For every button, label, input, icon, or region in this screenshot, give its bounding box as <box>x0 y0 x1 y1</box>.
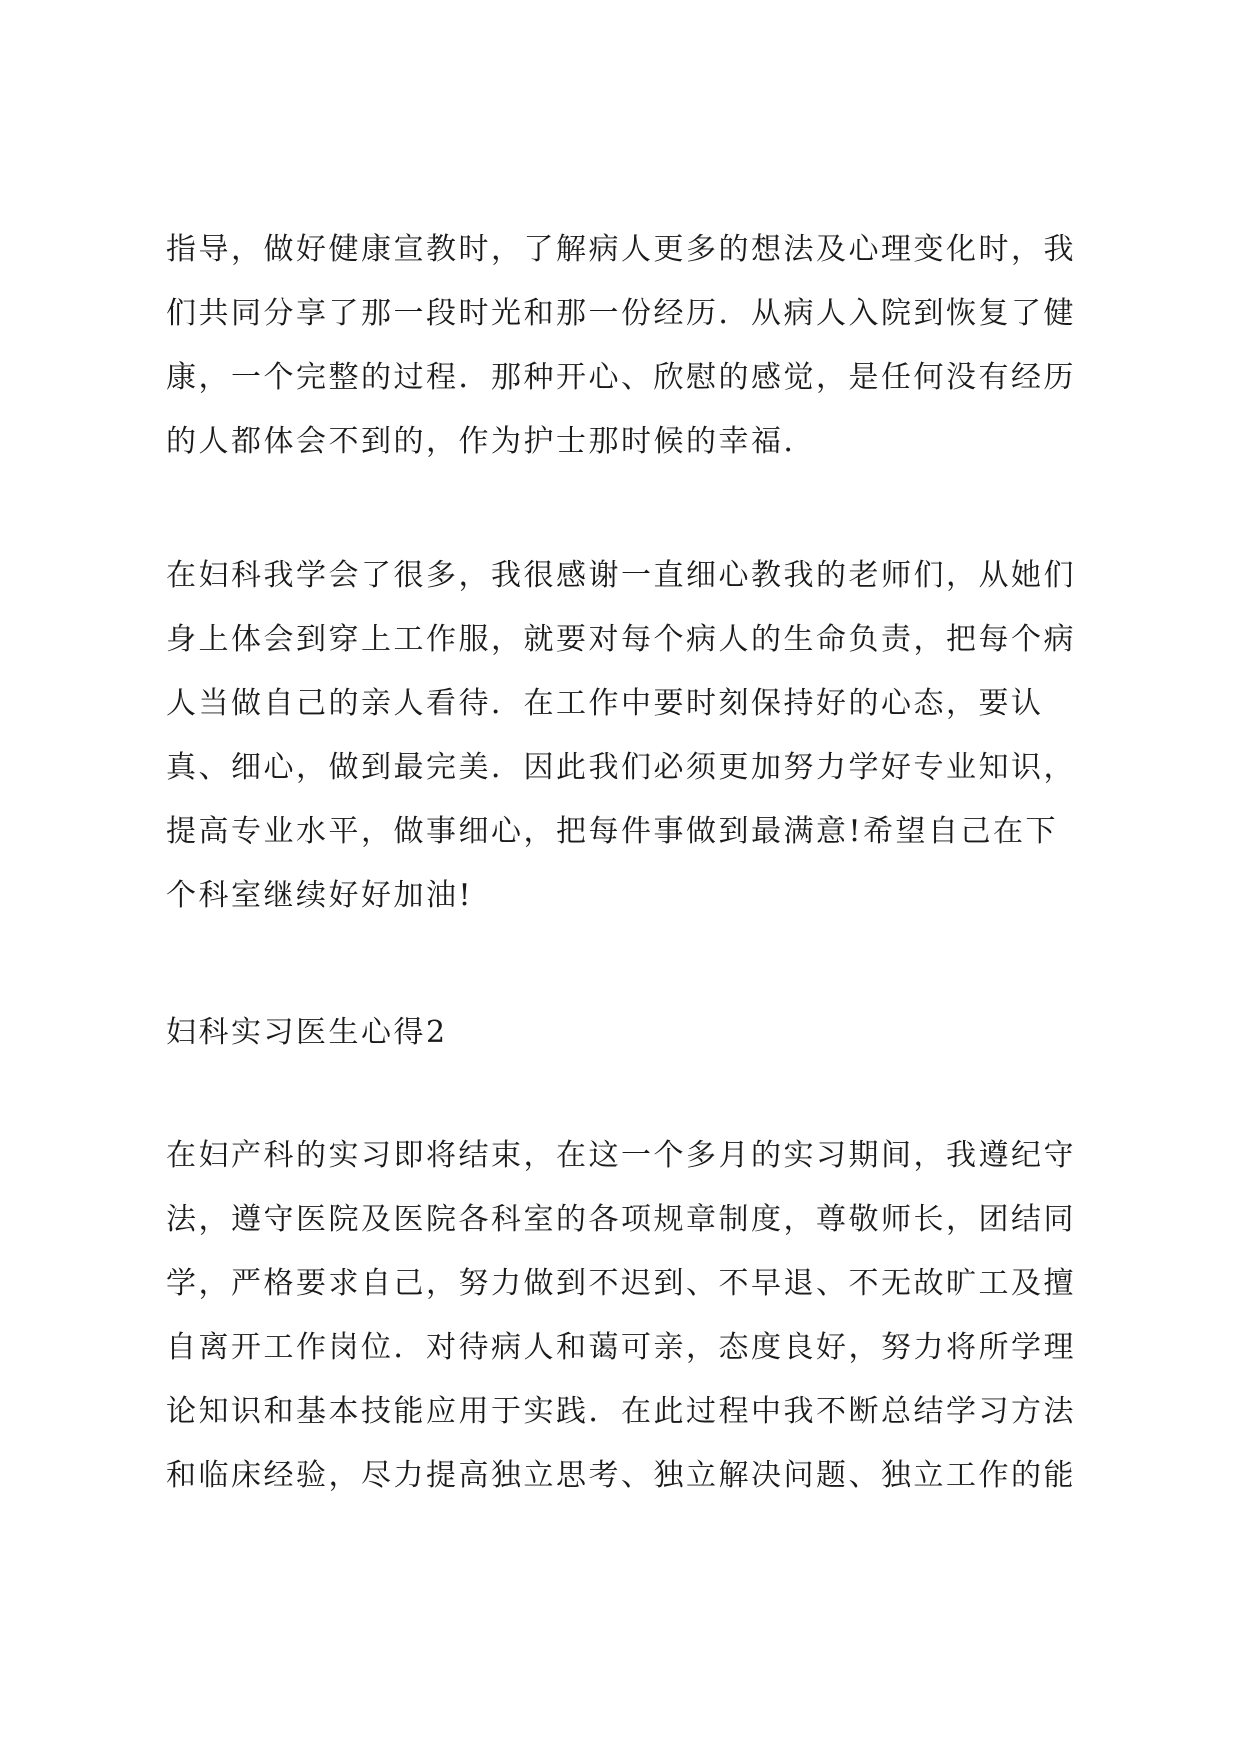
paragraph-1-line: 康，一个完整的过程．那种开心、欣慰的感觉，是任何没有经历 <box>166 360 1076 395</box>
paragraph-3-line: 自离开工作岗位．对待病人和蔼可亲，态度良好，努力将所学理 <box>166 1330 1076 1365</box>
paragraph-2-line: 个科室继续好好加油! <box>166 878 474 913</box>
paragraph-2-line: 人当做自己的亲人看待．在工作中要时刻保持好的心态，要认 <box>166 686 1044 721</box>
paragraph-2-line: 身上体会到穿上工作服，就要对每个病人的生命负责，把每个病 <box>166 622 1076 657</box>
paragraph-3-line: 和临床经验，尽力提高独立思考、独立解决问题、独立工作的能 <box>166 1458 1076 1493</box>
paragraph-1-line: 们共同分享了那一段时光和那一份经历．从病人入院到恢复了健 <box>166 296 1076 331</box>
paragraph-3 <box>166 1124 1096 1508</box>
paragraph-2-line: 在妇科我学会了很多，我很感谢一直细心教我的老师们，从她们 <box>166 558 1076 593</box>
paragraph-2-line: 提高专业水平，做事细心，把每件事做到最满意!希望自己在下 <box>166 814 1059 849</box>
paragraph-1-line: 的人都体会不到的，作为护士那时候的幸福． <box>166 424 816 459</box>
paragraph-1 <box>166 218 1096 474</box>
section-title <box>166 1001 1096 1065</box>
paragraph-3-line: 论知识和基本技能应用于实践．在此过程中我不断总结学习方法 <box>166 1394 1076 1429</box>
paragraph-3-line: 学，严格要求自己，努力做到不迟到、不早退、不无故旷工及擅 <box>166 1266 1076 1301</box>
paragraph-2-line: 真、细心，做到最完美．因此我们必须更加努力学好专业知识， <box>166 750 1076 785</box>
paragraph-3-line: 在妇产科的实习即将结束，在这一个多月的实习期间，我遵纪守 <box>166 1138 1076 1173</box>
paragraph-2 <box>166 544 1096 928</box>
section-title-text: 妇科实习医生心得2 <box>166 1015 448 1050</box>
paragraph-1-line: 指导，做好健康宣教时，了解病人更多的想法及心理变化时，我 <box>166 232 1076 267</box>
paragraph-3-line: 法，遵守医院及医院各科室的各项规章制度，尊敬师长，团结同 <box>166 1202 1076 1237</box>
